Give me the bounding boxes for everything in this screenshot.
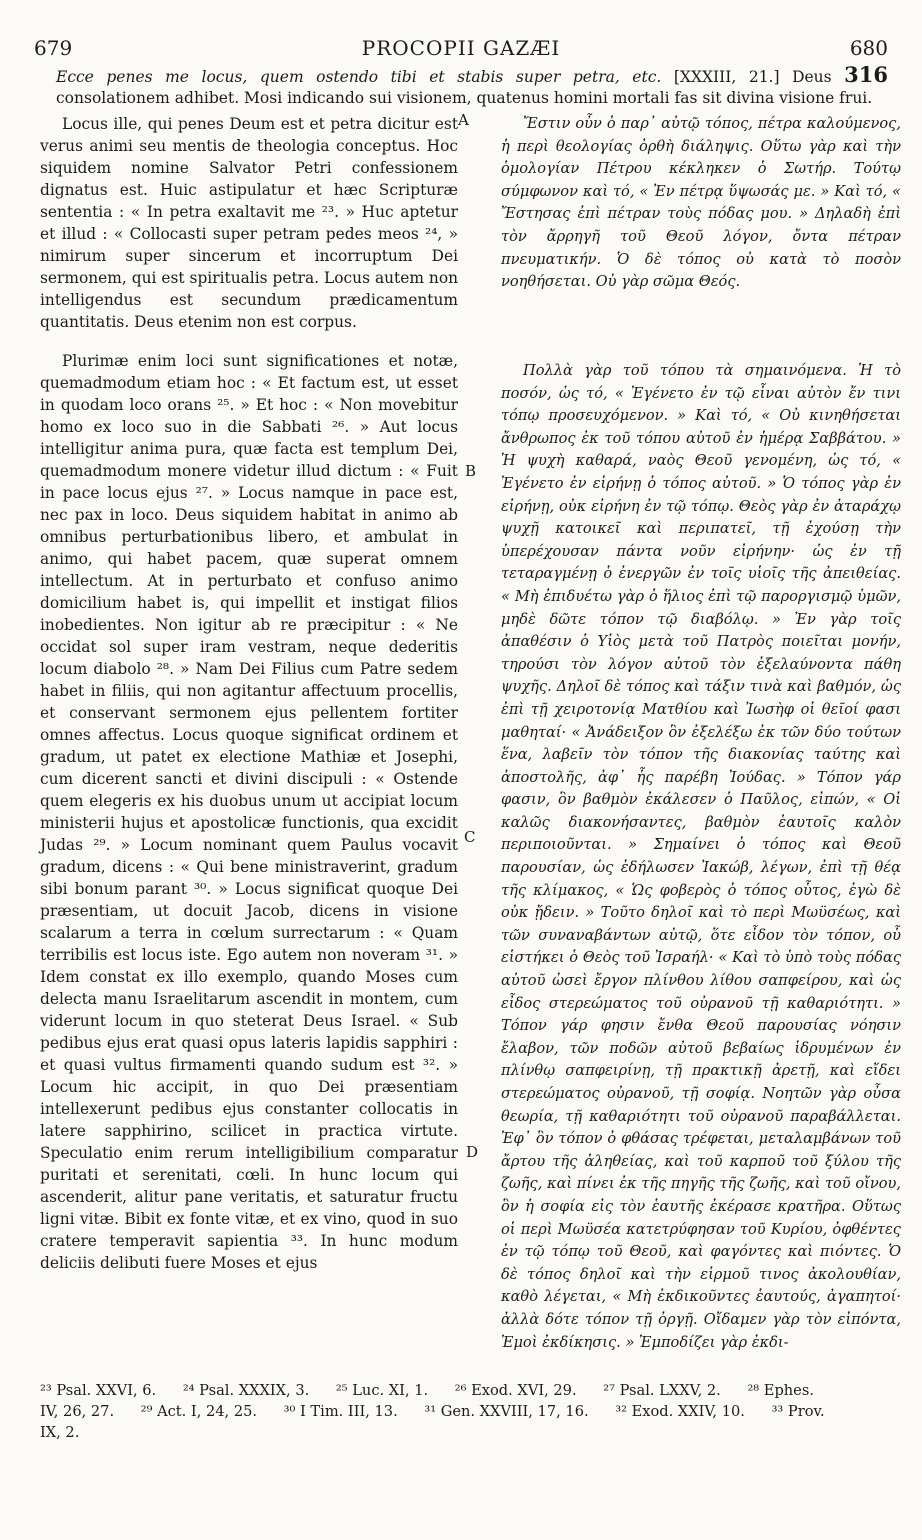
summary-reference: [XXXIII, 21.] (673, 68, 780, 86)
footnote: ³² Exod. XXIV, 10. (615, 1403, 745, 1420)
greek-paragraph-1 (501, 113, 901, 294)
latin-text: Locus ille, qui penes Deum est et petra dicitur est verus animi seu mentis de theologia conceptus. Hoc siquidem nomine Salvator Petri confessionem dignatus est. Huic astipulatur et hæc Scripturæ sententia : « In petra exaltavit me ²³. » Huc aptetur et illud : « Collocasti super petram pedes meos ²⁴, » nimirum super sincerum et incorruptum Dei sermonem, qui est spiritualis petra. Locus autem non intelligendus est secundum prædicamentum quantitatis. Deus etenim non est corpus. (40, 115, 458, 331)
summary-text-1: Deus (792, 68, 832, 86)
margin-number: 316 (844, 62, 888, 87)
footnote: ³³ Prov. (771, 1403, 825, 1420)
section-marker-b: B (465, 462, 477, 480)
footnote: ³⁰ I Tim. III, 13. (283, 1403, 398, 1420)
footnote: ²⁴ Psal. XXXIX, 3. (182, 1382, 310, 1399)
page-header (34, 36, 888, 58)
footnote: ²³ Psal. XXVI, 6. (40, 1382, 157, 1399)
section-marker-c: C (464, 828, 476, 846)
summary-quote: Ecce penes me locus, quem ostendo tibi et stabis super petra, etc. (56, 68, 662, 86)
chapter-summary (56, 64, 888, 109)
footnote: ²⁶ Exod. XVI, 29. (454, 1382, 577, 1399)
page-number-right: 680 (849, 36, 888, 60)
greek-text: Πολλὰ γὰρ τοῦ τόπου τὰ σημαινόμενα. Ἡ τὸ ποσόν, ὡς τό, « Ἐγένετο ἐν τῷ εἶναι αὐτὸν ἔν τινι τόπῳ προσευχόμενον. » Καὶ τό, « Οὐ κινηθήσεται ἄνθρωπος ἐκ τοῦ τόπου αὐτοῦ ἐν ἡμέρᾳ Σαββάτου. » Ἡ ψυχὴ καθαρά, ναὸς Θεοῦ γενομένη, ὡς τό, « Ἐγένετο ἐν εἰρήνῃ ὁ τόπος αὐτοῦ. » Ὁ τόπος γὰρ ἐν εἰρήνῃ, οὐκ εἰρήνη ἐν τῷ τόπῳ. Θεὸς γὰρ ἐν ἀταράχῳ ψυχῇ κατοικεῖ καὶ περιπατεῖ, τῇ ἐχούσῃ τὴν ὑπερέχουσαν πάντα νοῦν εἰρήνην· ὡς ἐν τῇ τεταραγμένῃ ὁ ἐνεργῶν ἐν τοῖς υἱοῖς τῆς ἀπειθείας. « Μὴ ἐπιδυέτω γὰρ ὁ ἥλιος ἐπὶ τῷ παροργισμῷ ὑμῶν, μηδὲ δῶτε τόπον τῷ διαβόλῳ. » Ἐν γὰρ τοῖς ἀπαθέσιν ὁ Υἱὸς μετὰ τοῦ Πατρὸς ποιεῖται μονήν, τηρούσι τὸν λόγον αὐτοῦ τὸν ἐξελαύνοντα πάθη ψυχῆς. Δηλοῖ δὲ τόπος καὶ τάξιν τινὰ καὶ βαθμόν, ὡς ἐπὶ τῇ χειροτονίᾳ Ματθίου καὶ Ἰωσὴφ οἱ θεῖοί φασι μαθηταί· « Ἀνάδειξον ὃν ἐξελέξω ἐκ τῶν δύο τούτων ἕνα, λαβεῖν τὸν τόπον τῆς διακονίας ταύτης καὶ ἀποστολῆς, ἀφ᾽ ἧς παρέβη Ἰούδας. » Τόπον γάρ φασιν, ὃν βαθμὸν ἐκάλεσεν ὁ Παῦλος, εἰπών, « Οἱ καλῶς διακονήσαντες, βαθμὸν ἑαυτοῖς καλὸν περιποιοῦνται. » Σημαίνει ὁ τόπος καὶ Θεοῦ παρουσίαν, ὡς ἐδήλωσεν Ἰακώβ, λέγων, ἐπὶ τῇ θέᾳ τῆς κλίμακος, « Ὡς φοβερὸς ὁ τόπος οὗτος, ἐγὼ δὲ οὐκ ᾔδειν. » Τοῦτο δηλοῖ καὶ τὸ περὶ Μωϋσέως, καὶ τῶν συναναβάντων αὐτῷ, ὅτε εἶδον τὸν τόπον, οὗ εἱστήκει ὁ Θεὸς τοῦ Ἰσραήλ· « Καὶ τὸ ὑπὸ τοὺς πόδας αὐτοῦ ὡσεὶ ἔργον πλίνθου λίθου σαπφείρου, καὶ ὡς εἶδος στερεώματος τοῦ οὐρανοῦ τῇ καθαριότητι. » Τόπον γάρ φησιν ἔνθα Θεοῦ παρουσίας νόησιν ἔλαβον, τῶν ποδῶν αὐτοῦ βεβαίως ἱδρυμένων ἐν πλίνθῳ σαπφειρίνῃ, τῇ πρακτικῇ ἀρετῇ, καὶ εἴδει στερεώματος οὐρανοῦ, τῇ σοφίᾳ. Νοητῶν γὰρ οὖσα θεωρία, τῇ καθαριότητι τοῦ οὐρανοῦ παραβάλλεται. Ἐφ᾽ ὃν τόπον ὁ φθάσας τρέφεται, μεταλαμβάνων τοῦ ἄρτου τῆς ἀληθείας, καὶ τοῦ καρποῦ τοῦ ξύλου τῆς ζωῆς, καὶ πίνει ἐκ τῆς πηγῆς τῆς ζωῆς, καὶ τοῦ οἴνου, ὃν ἡ σοφία εἰς τὸν ἑαυτῆς ἐκέρασε κρατῆρα. Οὕτως οἱ περὶ Μωϋσέα κατετρύφησαν τοῦ Κυρίου, ὀφθέντες ἐν τῷ τόπῳ τοῦ Θεοῦ, καὶ φαγόντες καὶ πιόντες. Ὁ δὲ τόπος δηλοῖ καὶ τὴν εἱρμοῦ τινος ἀκολουθίαν, καθὸ λέγεται, « Μὴ ἐκδικοῦντες ἑαυτούς, ἀγαπητοί· ἀλλὰ δότε τόπον τῇ ὀργῇ. Οἴδαμεν γὰρ τὸν εἰπόντα, Ἐμοὶ ἐκδίκησις. » Ἐμποδίζει γὰρ ἐκδι- (501, 362, 901, 1351)
footnote: ³¹ Gen. XXVIII, 17, 16. (424, 1403, 589, 1420)
footnote: ²⁸ Ephes. (747, 1382, 814, 1399)
footnote: ²⁹ Act. I, 24, 25. (140, 1403, 258, 1420)
section-marker-d: D (466, 1143, 479, 1161)
section-marker-a: A (458, 111, 469, 129)
summary-text-2: consolationem adhibet. Mosi indicando sui visionem, quatenus homini mortali fas sit divina visione frui. (56, 89, 873, 107)
footnote-line-1 (40, 1380, 888, 1401)
footnotes (40, 1380, 888, 1443)
page-number-left: 679 (34, 36, 73, 60)
footnote: ²⁵ Luc. XI, 1. (335, 1382, 429, 1399)
greek-text: Ἔστιν οὖν ὁ παρ᾽ αὐτῷ τόπος, πέτρα καλούμενος, ἡ περὶ θεολογίας ὀρθὴ διάληψις. Οὕτω γὰρ καὶ τὴν ὁμολογίαν Πέτρου κέκληκεν ὁ Σωτήρ. Τούτῳ σύμφωνον καὶ τό, « Ἐν πέτρᾳ ὕψωσάς με. » Καὶ τό, « Ἔστησας ἐπὶ πέτραν τοὺς πόδας μου. » Δηλαδὴ ἐπὶ τὸν ἄρρηγῆ τοῦ Θεοῦ λόγον, ὄντα πέτραν πνευματικήν. Ὁ δὲ τόπος οὐ κατὰ τὸ ποσὸν νοηθήσεται. Οὐ γὰρ σῶμα Θεός. (501, 115, 901, 291)
latin-paragraph-2 (40, 350, 458, 1274)
footnote: IX, 2. (40, 1424, 80, 1441)
footnote: ²⁷ Psal. LXXV, 2. (603, 1382, 721, 1399)
footnote-line-3 (40, 1422, 888, 1443)
latin-paragraph-1 (40, 113, 458, 333)
greek-paragraph-2 (501, 360, 901, 1354)
latin-text: Plurimæ enim loci sunt significationes et notæ, quemadmodum etiam hoc : « Et factum est, ut esset in quodam loco orans ²⁵. » Et hoc : « Non movebitur homo ex loco suo in die Sabbati ²⁶. » Aut locus intelligitur anima pura, quæ facta est templum Dei, quemadmodum monere videtur illud dictum : « Fuit in pace locus ejus ²⁷. » Locus namque in pace est, nec pax in loco. Deus siquidem habitat in animo ab omnibus perturbationibus libero, et ambulat in animo, qui habet pacem, quæ superat omnem intellectum. At in perturbato et confuso animo domicilium habet is, qui impellit et instigat filios inobedientes. Non igitur ab re præcipitur : « Ne occidat sol super iram vestram, neque dederitis locum diabolo ²⁸. » Nam Dei Filius cum Patre sedem habet in filiis, qui non agitantur affectuum procellis, et conservant sermonem ejus pellentem fortiter omnes affectus. Locus quoque significat ordinem et gradum, ut patet ex electione Mathiæ et Josephi, cum dicerent sancti et divini discipuli : « Ostende quem elegeris ex his duobus unum ut accipiat locum ministerii hujus et apostolicæ functionis, qua excidit Judas ²⁹. » Locum nominant quem Paulus vocavit gradum, dicens : « Qui bene ministraverint, gradum sibi bonum parant ³⁰. » Locus significat quoque Dei præsentiam, ut docuit Jacob, dicens in visione scalarum a terra in cœlum surrectarum : « Quam terribilis est locus iste. Ego autem non noveram ³¹. » Idem constat ex illo exemplo, quando Moses cum delecta manu Israelitarum ascendit in montem, cum viderunt locum in quo steterat Deus Israel. « Sub pedibus ejus erat quasi opus lateris lapidis sapphiri : et quasi vultus firmamenti quando sudum est ³². » Locum hic accipit, in quo Dei præsentiam intellexerunt pedibus ejus constanter collocatis in latere sapphirino, scilicet in practica virtute. Speculatio enim rerum intelligibilium comparatur puritati et serenitati, cœli. In hunc locum qui ascenderit, alitur pane veritatis, et saturatur fructu ligni vitæ. Bibit ex fonte vitæ, et ex vino, quod in suo cratere temperavit sapientia ³³. In hunc modum deliciis delibuti fuere Moses et ejus (40, 352, 458, 1272)
footnote-line-2 (40, 1401, 888, 1422)
running-title: PROCOPII GAZÆI (361, 36, 561, 60)
footnote: IV, 26, 27. (40, 1403, 115, 1420)
